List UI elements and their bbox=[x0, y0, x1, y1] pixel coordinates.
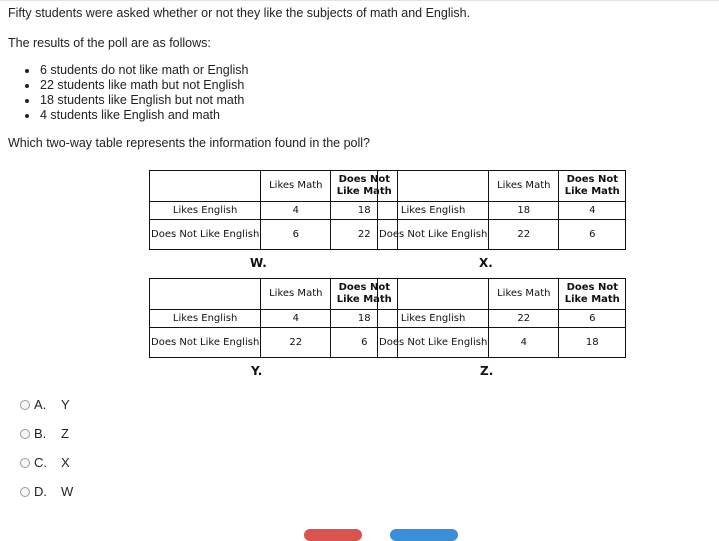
choice-value: X bbox=[61, 455, 70, 470]
results-lead: The results of the poll are as follows: bbox=[8, 36, 211, 50]
radio-icon[interactable] bbox=[20, 458, 30, 468]
table-corner bbox=[378, 171, 489, 202]
question-prompt: Which two-way table represents the information found in the poll? bbox=[8, 136, 370, 150]
col-header: Likes Math bbox=[261, 279, 331, 310]
col-header: Likes Math bbox=[261, 171, 331, 202]
radio-icon[interactable] bbox=[20, 429, 30, 439]
table-cell: 22 bbox=[489, 220, 559, 250]
col-header: Likes Math bbox=[489, 171, 559, 202]
table-cell: 6 bbox=[559, 310, 626, 328]
row-header: Does Not Like English bbox=[378, 328, 489, 358]
table-cell: 4 bbox=[261, 310, 331, 328]
choice-letter: A. bbox=[34, 397, 47, 412]
table-corner bbox=[378, 279, 489, 310]
table-cell: 18 bbox=[331, 310, 398, 328]
choice-letter: B. bbox=[34, 426, 47, 441]
choice-a[interactable] bbox=[20, 397, 80, 413]
col-header: Does Not Like Math bbox=[331, 171, 398, 202]
choice-letter: D. bbox=[34, 484, 47, 499]
row-header: Does Not Like English bbox=[150, 220, 261, 250]
table-cell: 6 bbox=[331, 328, 398, 358]
col-header: Does Not Like Math bbox=[559, 171, 626, 202]
choice-c[interactable] bbox=[20, 455, 80, 471]
table-w bbox=[149, 170, 398, 250]
row-header: Likes English bbox=[378, 310, 489, 328]
table-corner bbox=[150, 279, 261, 310]
radio-icon[interactable] bbox=[20, 400, 30, 410]
table-cell: 6 bbox=[559, 220, 626, 250]
list-item: 4 students like English and math bbox=[24, 108, 248, 123]
table-cell: 4 bbox=[489, 328, 559, 358]
list-item: 6 students do not like math or English bbox=[24, 63, 248, 78]
choice-value: W bbox=[61, 484, 74, 499]
radio-icon[interactable] bbox=[20, 487, 30, 497]
table-cell: 22 bbox=[331, 220, 398, 250]
table-cell: 22 bbox=[489, 310, 559, 328]
table-cell: 18 bbox=[559, 328, 626, 358]
col-header: Likes Math bbox=[489, 279, 559, 310]
question-intro: Fifty students were asked whether or not they like the subjects of math and English. bbox=[8, 6, 471, 20]
table-label: Y. bbox=[251, 364, 263, 378]
table-x bbox=[377, 170, 626, 250]
choice-letter: C. bbox=[34, 455, 47, 470]
table-z bbox=[377, 278, 626, 358]
table-label: X. bbox=[479, 256, 493, 270]
results-list bbox=[24, 63, 248, 123]
choice-d[interactable] bbox=[20, 484, 80, 500]
choice-value: Z bbox=[61, 426, 69, 441]
table-y bbox=[149, 278, 398, 358]
table-label: W. bbox=[250, 256, 267, 270]
list-item: 22 students like math but not English bbox=[24, 78, 248, 93]
left-action-button[interactable] bbox=[304, 529, 362, 541]
list-item: 18 students like English but not math bbox=[24, 93, 248, 108]
row-header: Likes English bbox=[150, 310, 261, 328]
col-header: Does Not Like Math bbox=[331, 279, 398, 310]
table-cell: 18 bbox=[331, 202, 398, 220]
table-corner bbox=[150, 171, 261, 202]
table-cell: 18 bbox=[489, 202, 559, 220]
row-header: Does Not Like English bbox=[378, 220, 489, 250]
row-header: Likes English bbox=[378, 202, 489, 220]
table-cell: 22 bbox=[261, 328, 331, 358]
table-label: Z. bbox=[480, 364, 494, 378]
col-header: Does Not Like Math bbox=[559, 279, 626, 310]
top-divider bbox=[0, 0, 719, 1]
row-header: Likes English bbox=[150, 202, 261, 220]
table-cell: 6 bbox=[261, 220, 331, 250]
choice-b[interactable] bbox=[20, 426, 80, 442]
table-cell: 4 bbox=[261, 202, 331, 220]
table-cell: 4 bbox=[559, 202, 626, 220]
right-action-button[interactable] bbox=[390, 529, 458, 541]
row-header: Does Not Like English bbox=[150, 328, 261, 358]
choice-value: Y bbox=[61, 397, 70, 412]
